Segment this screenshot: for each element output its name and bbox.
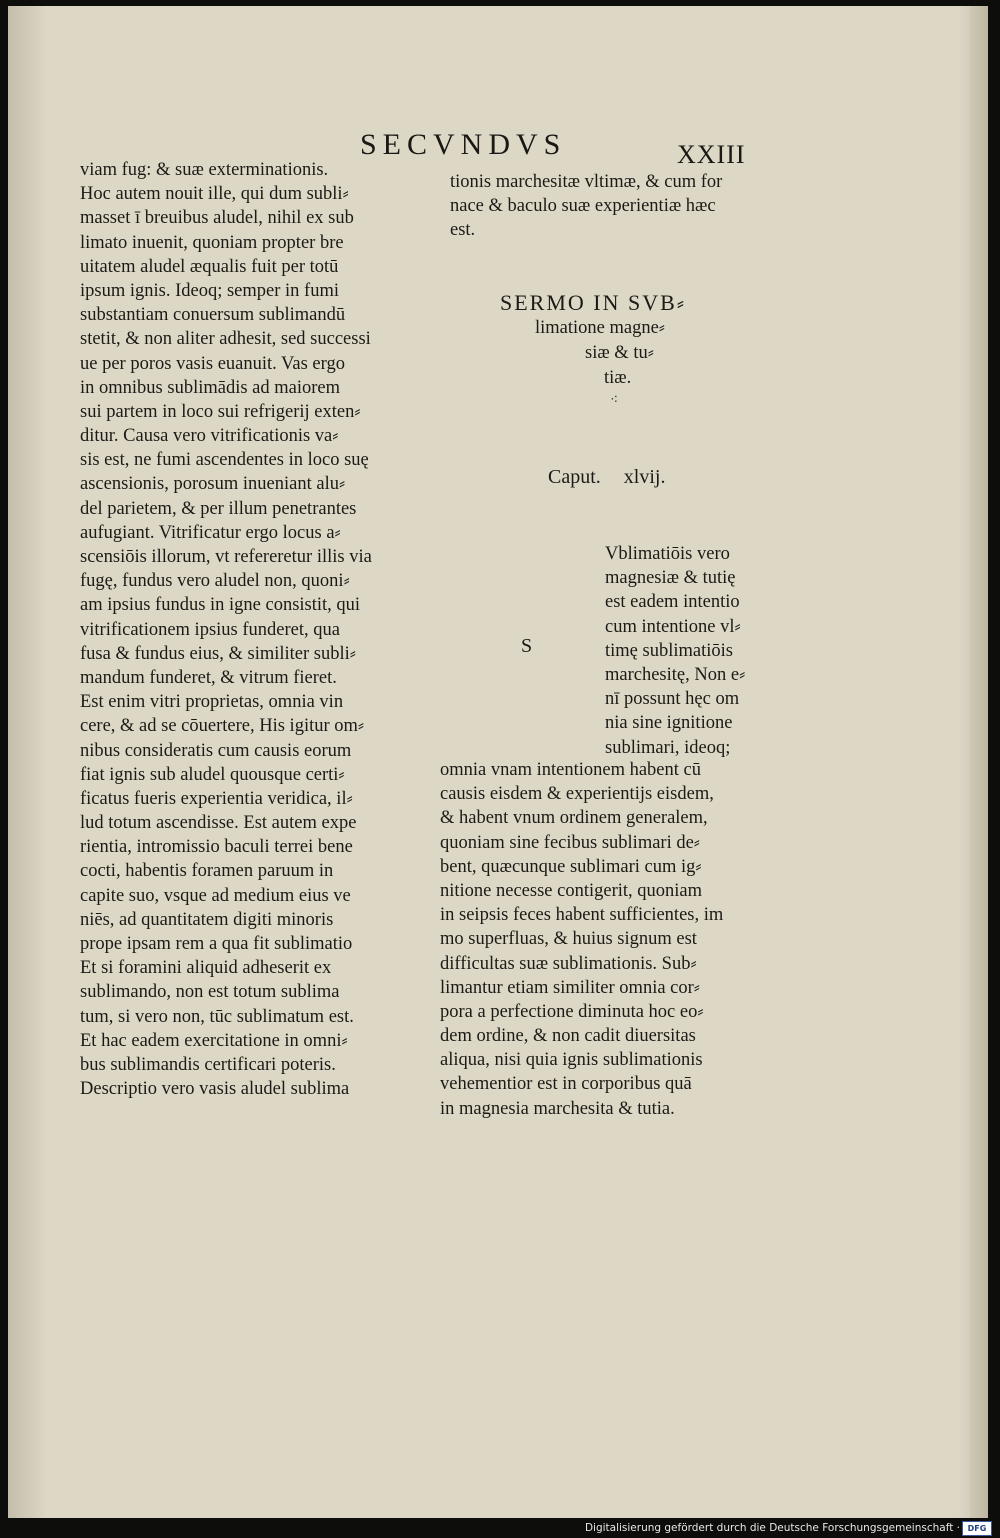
text-line: sublimari, ideoq; [605,737,731,758]
text-line: magnesiæ & tutię [605,568,736,589]
ornament-dots: ⁖ [610,393,619,408]
text-line: in omnibus sublimādis ad maiorem [80,377,341,398]
text-line: sui partem in loco sui refrigerij exten⸗ [80,401,361,422]
text-line: tum, si vero non, tūc sublimatum est. [80,1006,354,1027]
text-line: dem ordine, & non cadit diuersitas [440,1026,696,1047]
text-line: pora a perfectione diminuta hoc eo⸗ [440,1001,704,1022]
text-line: Vblimatiōis vero [605,544,730,564]
section-title: SERMO IN SVB⸗ [500,290,687,315]
text-line: scensiōis illorum, vt refereretur illis via [80,547,372,567]
text-line: causis eisdem & experientijs eisdem, [440,784,714,805]
text-line: lud totum ascendisse. Est autem expe [80,813,357,834]
text-line: nia sine ignitione [605,713,733,734]
text-line: ficatus fueris experientia veridica, il⸗ [80,788,353,809]
text-line: tionis marchesitæ vltimæ, & cum for [450,172,723,192]
dfg-logo: DFG [962,1521,992,1536]
right-column-continuation [450,170,795,243]
right-column-indented [605,542,805,760]
running-head: SECVNDVS [360,128,567,161]
left-column [80,158,425,1101]
text-line: ascensionis, porosum inueniant alu⸗ [80,474,346,495]
text-line: vehementior est in corporibus quā [440,1074,692,1095]
text-line: cocti, habentis foramen paruum in [80,861,334,882]
text-line: stetit, & non aliter adhesit, sed successi [80,329,371,350]
text-line: Et hac eadem exercitatione in omni⸗ [80,1030,348,1051]
text-line: sis est, ne fumi ascendentes in loco suę [80,450,369,471]
text-line: difficultas suæ sublimationis. Sub⸗ [440,953,697,974]
section-subtitle-line: tiæ. [604,368,632,388]
text-line: nace & baculo suæ experientiæ hæc [450,196,716,217]
text-line: Et si foramini aliquid adheserit ex [80,958,332,979]
text-line: mo superfluas, & huius signum est [440,929,697,950]
text-line: ditur. Causa vero vitrificationis va⸗ [80,426,339,447]
text-line: rientia, intromissio baculi terrei bene [80,837,353,858]
drop-initial: S [521,635,533,657]
chapter-heading: Caput. xlvij. [548,466,666,488]
section-subtitle-line: limatione magne⸗ [535,318,665,338]
text-line: in magnesia marchesita & tutia. [440,1098,675,1119]
text-line: Descriptio vero vasis aludel sublima [80,1079,350,1100]
text-line: uitatem aludel æqualis fuit per totū [80,256,339,277]
text-line: omnia vnam intentionem habent cū [440,760,701,780]
text-line: mandum funderet, & vitrum fieret. [80,667,337,688]
text-line: am ipsius fundus in igne consistit, qui [80,595,361,616]
text-line: Hoc autem nouit ille, qui dum subli⸗ [80,184,349,205]
text-line: ue per poros vasis euanuit. Vas ergo [80,353,345,374]
text-line: masset ī breuibus aludel, nihil ex sub [80,208,354,229]
text-line: cum intentione vl⸗ [605,616,741,637]
text-line: nī possunt hęc om [605,689,740,710]
text-line: Est enim vitri proprietas, omnia vin [80,692,344,713]
text-line: marchesitę, Non e⸗ [605,664,746,685]
text-line: bent, quæcunque sublimari cum ig⸗ [440,856,702,877]
text-line: fusa & fundus eius, & similiter subli⸗ [80,643,356,664]
text-line: & habent vnum ordinem generalem, [440,808,708,829]
text-line: est. [450,220,476,241]
text-line: nibus consideratis cum causis eorum [80,740,352,761]
text-line: capite suo, vsque ad medium eius ve [80,885,351,906]
text-line: in seipsis feces habent sufficientes, im [440,905,724,926]
text-line: vitrificationem ipsius funderet, qua [80,619,340,640]
text-line: est eadem intentio [605,592,740,613]
text-line: limantur etiam similiter omnia cor⸗ [440,977,700,998]
funding-credit: Digitalisierung gefördert durch die Deutsche Forschungsgemeinschaft · [584,1522,960,1534]
text-line: substantiam conuersum sublimandū [80,305,346,326]
text-line: del parietem, & per illum penetrantes [80,498,357,519]
section-subtitle-line: siæ & tu⸗ [585,343,654,363]
page-edge [970,6,988,1518]
text-line: fiat ignis sub aludel quousque certi⸗ [80,764,345,785]
text-line: viam fug: & suæ exterminationis. [80,160,329,180]
text-line: ipsum ignis. Ideoq; semper in fumi [80,280,339,301]
text-line: fugę, fundus vero aludel non, quoni⸗ [80,571,350,592]
folio-number: XXIII [677,140,746,169]
text-line: quoniam sine fecibus sublimari de⸗ [440,832,700,853]
text-line: aufugiant. Vitrificatur ergo locus a⸗ [80,522,341,543]
text-line: nitione necesse contigerit, quoniam [440,880,703,901]
text-line: niēs, ad quantitatem digiti minoris [80,909,334,930]
right-column-body [440,758,800,1121]
text-line: timę sublimatiōis [605,640,733,661]
text-line: sublimando, non est totum sublima [80,982,340,1003]
text-line: aliqua, nisi quia ignis sublimationis [440,1050,703,1071]
text-line: cere, & ad se cōuertere, His igitur om⸗ [80,716,365,737]
text-line: limato inuenit, quoniam propter bre [80,232,344,253]
text-line: bus sublimandis certificari poteris. [80,1054,336,1075]
text-line: prope ipsam rem a qua fit sublimatio [80,934,353,954]
